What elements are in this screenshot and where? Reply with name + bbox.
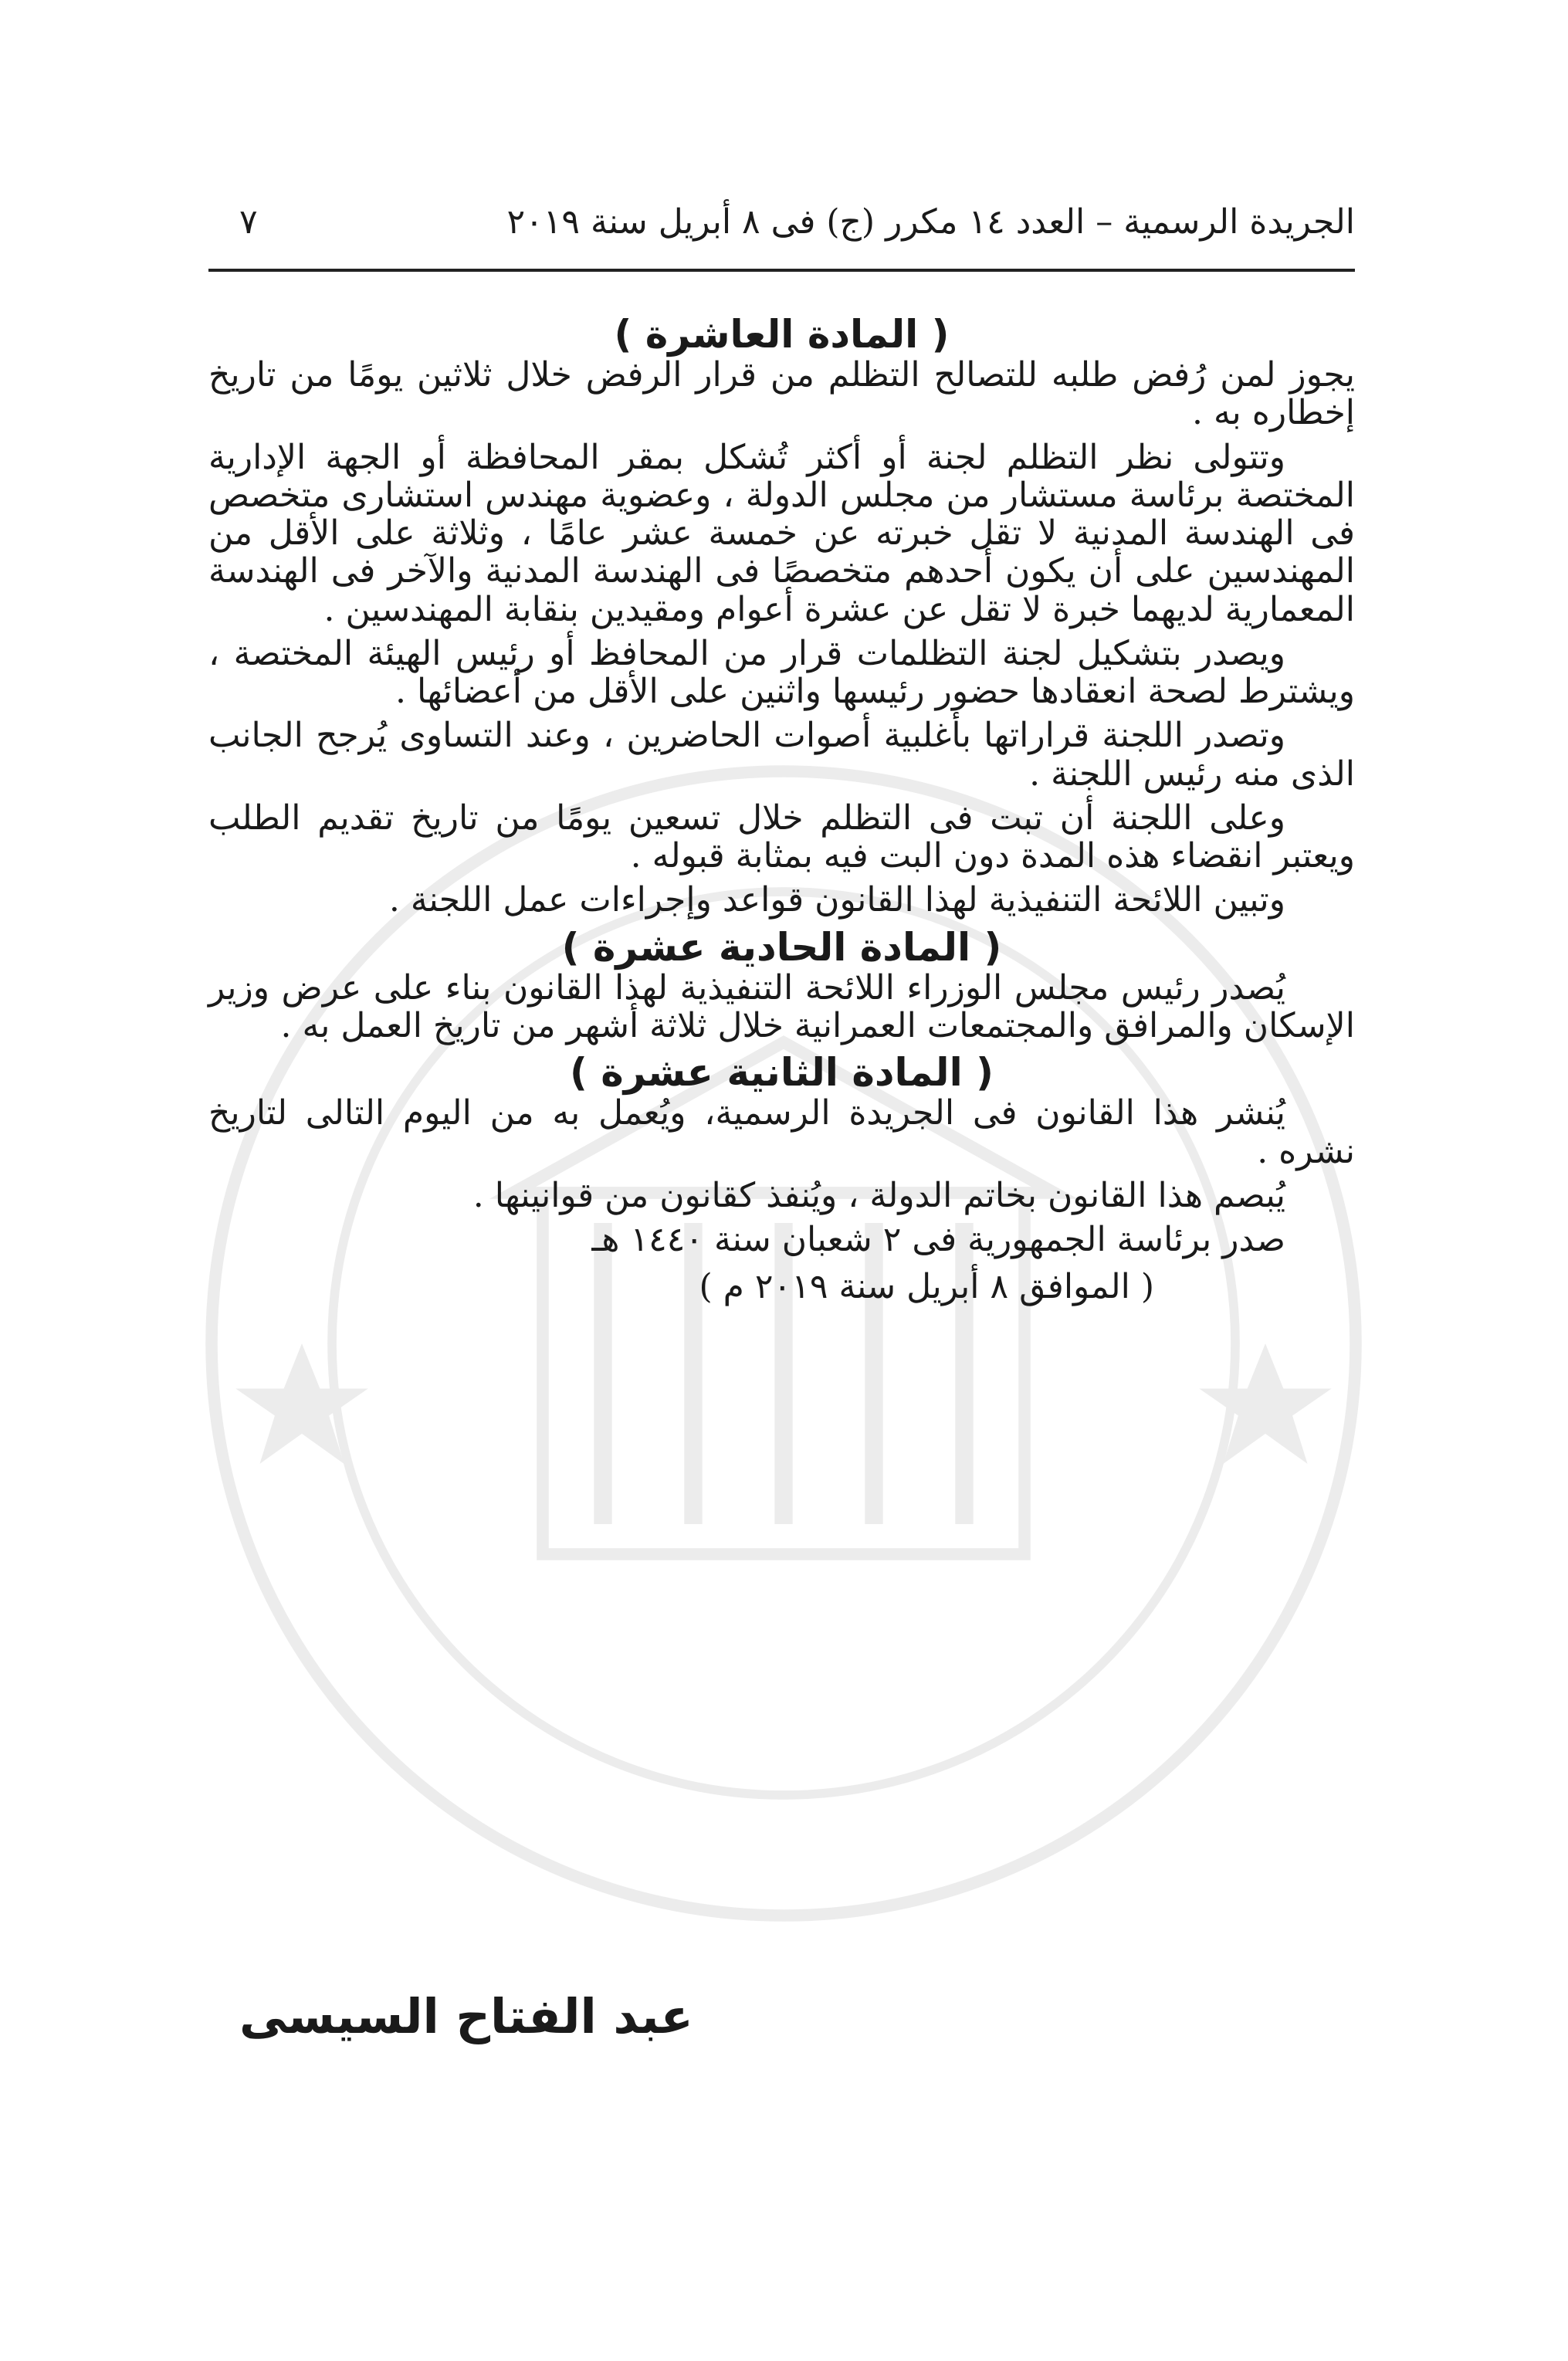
issued-date-gregorian: ( الموافق ٨ أبريل سنة ٢٠١٩ م ): [699, 1267, 1154, 1307]
article-10-paragraph-2: وتتولى نظر التظلم لجنة أو أكثر تُشكل بمقر المحافظة أو الجهة الإدارية المختصة برئاسة مستشار من مجلس الدولة ، وعضوية مهندس استشارى متخصص فى الهندسة المدنية لا تقل خبرته عن خمسة عشر عامًا ، وثلاثة على الأقل من المهندسين على أن يكون أحدهم متخصصًا فى الهندسة المدنية والآخر فى الهندسة المعمارية لديهما خبرة لا تقل عن عشرة أعوام ومقيدين بنقابة المهندسين .: [208, 437, 1355, 629]
article-12-paragraph-1: يُنشر هذا القانون فى الجريدة الرسمية، ويُعمل به من اليوم التالى لتاريخ نشره .: [208, 1093, 1355, 1171]
article-10-paragraph-5: وعلى اللجنة أن تبت فى التظلم خلال تسعين يومًا من تاريخ تقديم الطلب ويعتبر انقضاء هذه المدة دون البت فيه بمثابة قبوله .: [208, 798, 1355, 876]
article-10-paragraph-4: وتصدر اللجنة قراراتها بأغلبية أصوات الحاضرين ، وعند التساوى يُرجح الجانب الذى منه رئيس اللجنة .: [208, 716, 1355, 794]
article-12-paragraph-2: يُبصم هذا القانون بخاتم الدولة ، ويُنفذ كقانون من قوانينها .: [472, 1175, 1285, 1215]
issued-date-hijri: صدر برئاسة الجمهورية فى ٢ شعبان سنة ١٤٤٠ هـ: [591, 1220, 1285, 1260]
article-10-paragraph-3: ويصدر بتشكيل لجنة التظلمات قرار من المحافظ أو رئيس الهيئة المختصة ، ويشترط لصحة انعقادها حضور رئيسها واثنين على الأقل من أعضائها .: [208, 633, 1355, 712]
document-body: [208, 313, 1355, 1316]
article-11-heading: ( المادة الحادية عشرة ): [561, 924, 1002, 970]
page-header: [208, 202, 1355, 264]
article-10-paragraph-1: يجوز لمن رُفض طلبه للتصالح التظلم من قرار الرفض خلال ثلاثين يومًا من تاريخ إخطاره به .: [208, 355, 1355, 433]
president-signature: عبد الفتاح السيسى: [239, 1988, 693, 2044]
article-11-paragraph-1: يُصدر رئيس مجلس الوزراء اللائحة التنفيذية لهذا القانون بناء على عرض وزير الإسكان والمرافق والمجتمعات العمرانية خلال ثلاثة أشهر من تاريخ العمل به .: [208, 967, 1355, 1045]
header-rule: [208, 269, 1355, 272]
page-number: ٧: [239, 202, 258, 242]
article-10-paragraph-6: وتبين اللائحة التنفيذية لهذا القانون قواعد وإجراءات عمل اللجنة .: [388, 880, 1285, 920]
article-10-heading: ( المادة العاشرة ): [614, 312, 950, 357]
running-title: الجريدة الرسمية – العدد ١٤ مكرر (ج) فى ٨ أبريل سنة ٢٠١٩: [506, 202, 1355, 242]
article-12-heading: ( المادة الثانية عشرة ): [570, 1050, 994, 1096]
